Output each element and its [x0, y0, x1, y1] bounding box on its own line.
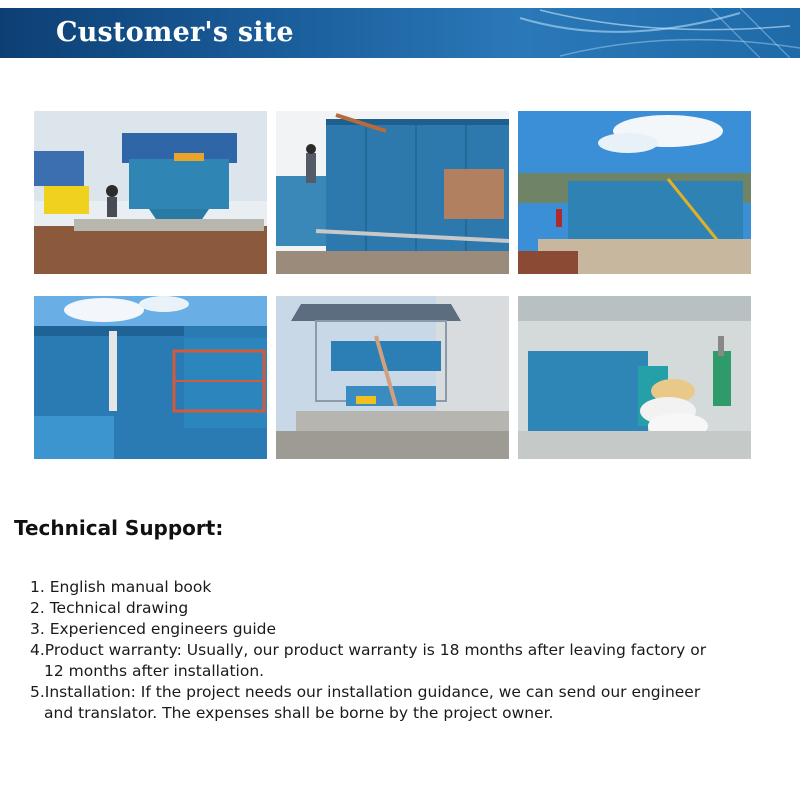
support-item-drawing: 2. Technical drawing	[30, 599, 189, 617]
support-item-engineers: 3. Experienced engineers guide	[30, 620, 277, 638]
header-banner	[0, 8, 800, 58]
support-item-warranty-cont: 12 months after installation.	[44, 662, 265, 680]
photo-site-1	[34, 111, 267, 274]
photo-site-5	[276, 296, 509, 459]
technical-support-list	[30, 577, 730, 724]
support-item-manual: 1. English manual book	[30, 578, 212, 596]
photo-site-4	[34, 296, 267, 459]
support-item-installation-cont: and translator. The expenses shall be borne by the project owner.	[44, 704, 554, 722]
support-item-warranty: 4.Product warranty: Usually, our product warranty is 18 months after leaving factory or	[30, 641, 707, 659]
photo-site-6	[518, 296, 751, 459]
support-item-installation: 5.Installation: If the project needs our installation guidance, we can send our engineer	[30, 683, 701, 701]
banner-title: Customer's site	[56, 17, 294, 48]
photo-site-3	[518, 111, 751, 274]
technical-support-heading: Technical Support:	[14, 516, 224, 540]
banner-decoration	[500, 8, 800, 58]
photo-site-2	[276, 111, 509, 274]
